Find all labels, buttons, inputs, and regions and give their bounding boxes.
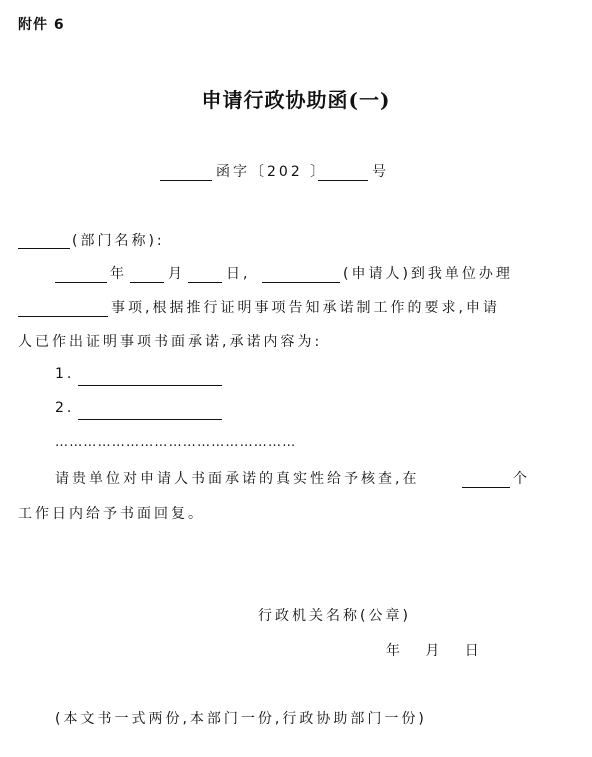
request-text-1: 请贵单位对申请人书面承诺的真实性给予核查,在 — [55, 471, 420, 487]
year-label: 年 — [110, 266, 127, 282]
letter-serial-blank — [318, 180, 368, 181]
applicant-blank — [262, 282, 340, 283]
letter-number-mid: 函字〔202 〕 — [216, 164, 328, 180]
request-text-2: 个 — [513, 471, 530, 487]
letter-prefix-blank — [160, 180, 212, 181]
attachment-label: 附件 6 — [18, 17, 65, 33]
addressee-text: (部门名称): — [72, 233, 165, 249]
request-text-3: 工作日内给予书面回复。 — [18, 506, 205, 522]
year-blank — [55, 282, 107, 283]
day-label: 日, — [226, 266, 251, 282]
matter-text: 事项,根据推行证明事项告知承诺制工作的要求,申请 — [111, 300, 500, 316]
commitment-intro: 人已作出证明事项书面承诺,承诺内容为: — [18, 334, 323, 350]
matter-blank — [18, 316, 108, 317]
day-blank — [188, 282, 222, 283]
item-1-number: 1. — [55, 366, 75, 382]
addressee-blank — [18, 248, 70, 249]
letter-number-tail: 号 — [372, 164, 389, 180]
item-2-blank — [78, 419, 222, 420]
workdays-blank — [462, 487, 510, 488]
item-1-blank — [78, 385, 222, 386]
issuing-organ: 行政机关名称(公章) — [258, 608, 411, 624]
signature-date: 年 月 日 — [386, 643, 482, 659]
footnote: (本文书一式两份,本部门一份,行政协助部门一份) — [55, 711, 427, 727]
document-title: 申请行政协助函(一) — [201, 88, 391, 112]
applicant-text: (申请人)到我单位办理 — [343, 266, 513, 282]
month-blank — [130, 282, 164, 283]
ellipsis-line: …………………………………………… — [55, 435, 297, 450]
item-2-number: 2. — [55, 400, 75, 416]
month-label: 月 — [168, 266, 185, 282]
